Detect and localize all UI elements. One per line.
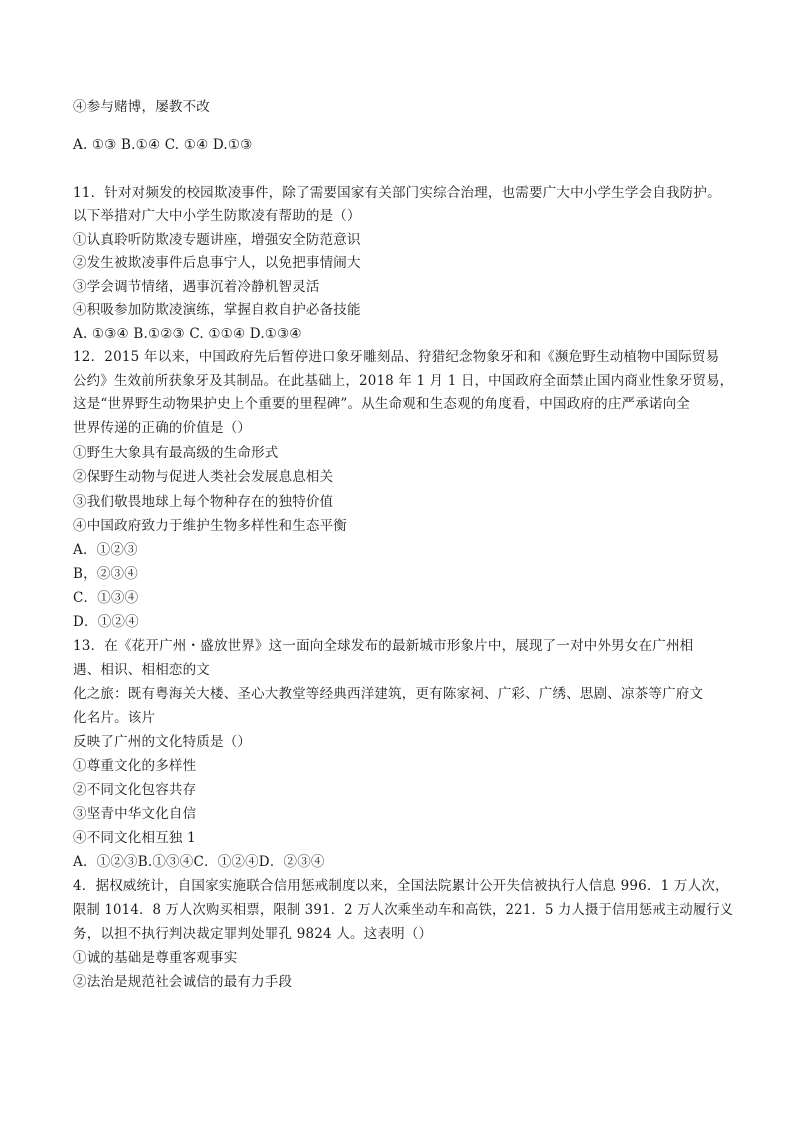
text-line: C．①③④ — [73, 590, 139, 606]
text-line: ①认真聆听防欺凌专题讲座，增强安全防范意识 — [73, 232, 361, 248]
text-line: 公约》生效前所获象牙及其制品。在此基础上，2018 年 1 月 1 日，中国政府全面禁止国内商业性象牙贸易， — [73, 373, 734, 389]
text-line: 13．在《花开广州・盛放世界》这一面向全球发布的最新城市形象片中，展现了一对中外男女在广州相 — [73, 638, 694, 654]
text-line: 限制 1014．8 万人次购买相票，限制 391．2 万人次乘坐动车和高铁，221．5 力人摄于信用惩戒主动履行义 — [73, 902, 734, 918]
text-line: 4．据权威统计，自国家实施联合信用惩戒制度以来，全国法院累计公开失信被执行人信息 996．1 万人次， — [73, 878, 729, 894]
text-line: A．①②③B.①③④C．①②④D．②③④ — [73, 854, 325, 870]
text-line: A．①②③ — [73, 542, 138, 558]
text-line: ④参与赌博，屡教不改 — [73, 99, 210, 115]
text-line: 化名片。该片 — [73, 710, 156, 726]
text-line: A. ①③ B.①④ C. ①④ D.①③ — [73, 137, 253, 153]
text-line: 反映了广州的文化特质是（） — [73, 734, 252, 750]
text-line: ①尊重文化的多样性 — [73, 758, 197, 774]
text-line: ③坚青中华文化自信 — [73, 806, 197, 822]
text-line: ②发生被欺凌事件后息事宁人，以免把事情闹大 — [73, 255, 361, 271]
text-line: 12．2015 年以来，中国政府先后暂停进口象牙雕刻品、狩猎纪念物象牙和和《濒危野生动植物中国际贸易 — [73, 349, 720, 365]
text-line: 这是“世界野生动物果护史上个重要的里程碑”。从生命观和生态观的角度看，中国政府的庄严承诺向全 — [73, 396, 691, 412]
text-line: 化之旅：既有粤海关大楼、圣心大教堂等经典西洋建筑，更有陈家祠、广彩、广绣、思剧、凉茶等广府文 — [73, 686, 704, 702]
text-line: ①野生大象具有最高级的生命形式 — [73, 445, 279, 461]
text-line: ①诚的基础是尊重客观事实 — [73, 950, 238, 966]
text-line: ②保野生动物与促进人类社会发展息息相关 — [73, 469, 334, 485]
text-line: ④不同文化相互独 1 — [73, 830, 196, 846]
text-line: ②不同文化包容共存 — [73, 782, 197, 798]
text-line: ③学会调节情绪，遇事沉着冷静机智灵活 — [73, 279, 320, 295]
text-line: 务，以担不执行判决裁定罪判处罪孔 9824 人。这表明（） — [73, 926, 433, 942]
text-line: 世界传递的正确的价值是（） — [73, 420, 252, 436]
text-line: 11．针对对频发的校园欺凌事件，除了需要国家有关部门实综合治理，也需要广大中小学生学会自我防护。 — [73, 185, 721, 201]
text-line: D．①②④ — [73, 614, 139, 630]
text-line: ③我们敬畏地球上每个物种存在的独特价值 — [73, 494, 334, 510]
text-line: A. ①③④ B.①②③ C. ①①④ D.①③④ — [73, 326, 302, 342]
text-line: ②法治是规范社会诚信的最有力手段 — [73, 974, 293, 990]
text-line: ④积吸参加防欺凌演练，掌握自救自护必备技能 — [73, 302, 361, 318]
text-line: 遇、相识、相相恋的文 — [73, 662, 210, 678]
text-line: B，②③④ — [73, 566, 138, 582]
text-line: ④中国政府致力于维护生物多样性和生态平衡 — [73, 518, 347, 534]
text-line: 以下举措对广大中小学生防欺凌有帮助的是（） — [73, 208, 361, 224]
